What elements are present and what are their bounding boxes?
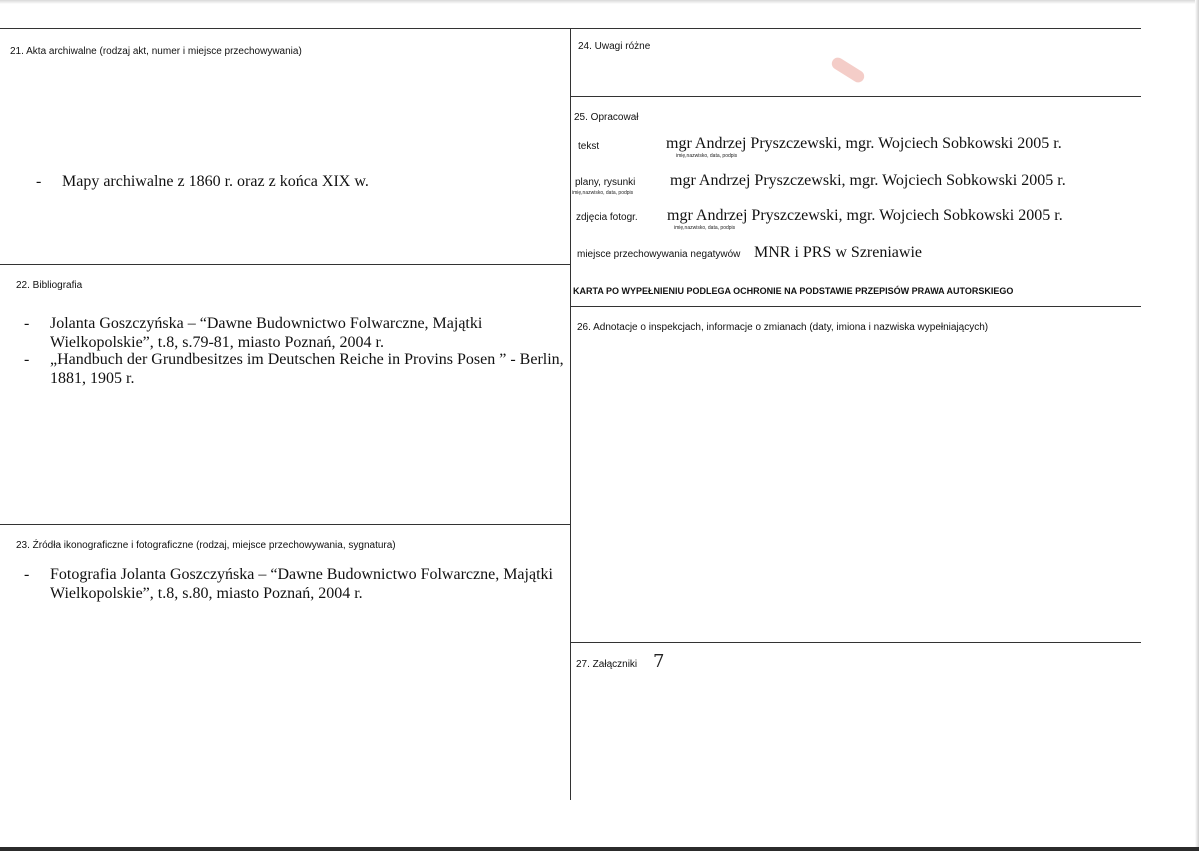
source-item-1-line2: Wielkopolskie”, t.8, s.80, miasto Poznań, 2004 r. [50, 585, 363, 602]
list-item: - Jolanta Goszczyńska – “Dawne Budownictwo Folwarczne, Majątki Wielkopolskie”, t.8, s.79-81, miasto Poznań, 2004 r. [24, 315, 483, 351]
section-21-title: 21. Akta archiwalne (rodzaj akt, numer i miejsce przechowywania) [10, 46, 302, 57]
negatives-label: miejsce przechowywania negatywów [577, 249, 741, 260]
row-value-tekst: mgr Andrzej Pryszczewski, mgr. Wojciech Sobkowski 2005 r. [666, 135, 1062, 152]
rule-26-27 [570, 642, 1141, 643]
list-item: - Mapy archiwalne z 1860 r. oraz z końca XIX w. [36, 173, 369, 190]
list-item: - Fotografia Jolanta Goszczyńska – “Dawne Budownictwo Folwarczne, Majątki Wielkopolskie”, t.8, s.80, miasto Poznań, 2004 r. [24, 566, 553, 602]
section-24-title: 24. Uwagi różne [578, 41, 651, 52]
row-label-tekst: tekst [578, 141, 600, 152]
bibliography-item-2-line2: 1881, 1905 r. [50, 370, 135, 387]
row-sublabel-zdjecia: imię,nazwisko, data, podpis [674, 225, 736, 231]
bibliography-item-2-line1: „Handbuch der Grundbesitzes im Deutschen Reiche in Provins Posen ” - Berlin, [50, 351, 564, 368]
rule-24-25 [570, 96, 1141, 97]
scan-edge-right [1195, 0, 1199, 851]
rule-22-23 [0, 524, 570, 525]
list-item: - „Handbuch der Grundbesitzes im Deutschen Reiche in Provins Posen ” - Berlin, 1881, 1905 r. [24, 351, 564, 387]
attachments-handwritten-mark: 7 [653, 651, 665, 672]
section-23-title: 23. Źródła ikonograficzne i fotograficzne (rodzaj, miejsce przechowywania, sygnatura) [16, 540, 396, 551]
scan-edge-top [0, 0, 1199, 4]
row-value-plany: mgr Andrzej Pryszczewski, mgr. Wojciech Sobkowski 2005 r. [670, 172, 1066, 189]
source-item-1-line1: Fotografia Jolanta Goszczyńska – “Dawne Budownictwo Folwarczne, Majątki [50, 566, 553, 583]
negatives-value: MNR i PRS w Szreniawie [754, 244, 922, 261]
row-label-zdjecia: zdjęcia fotogr. [576, 212, 638, 223]
scan-edge-bottom [0, 847, 1199, 851]
section-27-title: 27. Załączniki [576, 659, 638, 670]
bibliography-item-1-line1: Jolanta Goszczyńska – “Dawne Budownictwo Folwarczne, Majątki [50, 315, 483, 332]
section-26-title: 26. Adnotacje o inspekcjach, informacje o zmianach (daty, imiona i nazwiska wypełniających) [577, 322, 989, 333]
ink-smudge [830, 55, 867, 84]
archive-item-text: Mapy archiwalne z 1860 r. oraz z końca XIX w. [62, 173, 369, 190]
rule-25-26 [570, 306, 1141, 307]
row-label-plany: plany, rysunki [575, 177, 636, 188]
section-22-title: 22. Bibliografia [16, 280, 83, 291]
center-divider [570, 28, 571, 800]
copyright-note: KARTA PO WYPEŁNIENIU PODLEGA OCHRONIE NA PODSTAWIE PRZEPISÓW PRAWA AUTORSKIEGO [573, 286, 1014, 296]
row-sublabel-plany: imię,nazwisko, data, podpis [572, 190, 634, 196]
bibliography-item-1-line2: Wielkopolskie”, t.8, s.79-81, miasto Poznań, 2004 r. [50, 334, 384, 351]
section-25-title: 25. Opracował [574, 112, 639, 123]
row-sublabel-tekst: imię,nazwisko, data, podpis [676, 153, 738, 159]
rule-21-22 [0, 264, 570, 265]
row-value-zdjecia: mgr Andrzej Pryszczewski, mgr. Wojciech Sobkowski 2005 r. [667, 207, 1063, 224]
